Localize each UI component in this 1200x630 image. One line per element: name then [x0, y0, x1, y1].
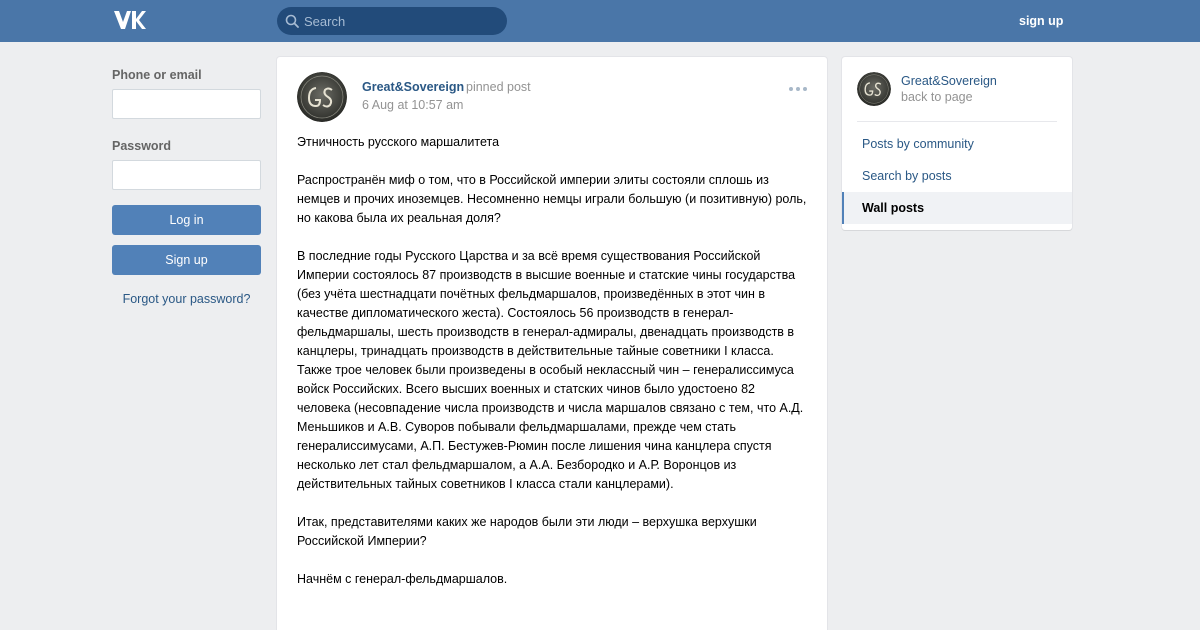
community-name-link[interactable]: Great&Sovereign: [901, 74, 997, 88]
signup-button[interactable]: Sign up: [112, 245, 261, 275]
menu-wall-posts[interactable]: Wall posts: [842, 192, 1072, 224]
back-to-page-link[interactable]: back to page: [901, 90, 973, 104]
top-header: [0, 0, 1200, 42]
menu-search-by-posts[interactable]: Search by posts: [862, 169, 952, 183]
search-input[interactable]: [304, 7, 499, 35]
forgot-password-link[interactable]: Forgot your password?: [122, 292, 251, 306]
pinned-label: pinned post: [466, 80, 531, 94]
phone-email-field[interactable]: [112, 89, 261, 119]
login-panel: [112, 68, 261, 306]
login-button[interactable]: Log in: [112, 205, 261, 235]
post-paragraph: Начнём с генерал-фельдмаршалов.: [297, 572, 508, 586]
post-paragraph: В последние годы Русского Царства и за всё время существования Российской Империи состоялось 87 производств в высшие военные и статские чины государства (без учёта шестнадцати почётных фельдмаршалов, произведённых в этот чин в качестве дипломатического жеста). Состоялось 56 производств в генерал-фельдмаршалы, шесть производств в генерал-адмиралы, двенадцать производств в канцлеры, тринадцать производств в действительные тайные советники I класса. Также трое человек были произведены в особый неклассный чин – генералиссимуса войск Российских. Всего высших военных и статских чинов было удостоено 82 человека (несовпадение числа производств и числа маршалов связано с тем, что А.Д. Меньшиков и А.В. Суворов побывали фельдмаршалами, прежде чем стать генералиссимусами, А.П. Бестужев-Рюмин после лишения чина канцлера спустя несколько лет стал фельдмаршалом, а А.А. Безбородко и А.Р. Воронцов из действительных тайных советников I класса стали канцлерами).: [297, 249, 804, 491]
search-box[interactable]: [277, 7, 507, 35]
community-avatar-small[interactable]: [857, 72, 891, 106]
more-dots-icon[interactable]: [788, 86, 808, 92]
signup-link[interactable]: sign up: [1019, 14, 1064, 28]
divider: [857, 121, 1057, 122]
post-paragraph: Распространён миф о том, что в Российской империи элиты состояли сплошь из немцев и прочих иноземцев. Несомненно немцы играли большую (и позитивную) роль, но какова была их реальная доля?: [297, 173, 807, 225]
post-date[interactable]: 6 Aug at 10:57 am: [362, 98, 464, 112]
post-paragraph: Итак, представителями каких же народов были эти люди – верхушка верхушки Российской Империи?: [297, 515, 757, 548]
community-sidebar: [842, 57, 1072, 230]
post-body: [297, 133, 809, 608]
password-field[interactable]: [112, 160, 261, 190]
password-label: Password: [112, 139, 172, 153]
phone-label: Phone or email: [112, 68, 202, 82]
post-author-link[interactable]: Great&Sovereign: [362, 80, 465, 94]
post-paragraph: Этничность русского маршалитета: [297, 135, 500, 149]
search-icon: [285, 14, 299, 28]
menu-posts-by-community[interactable]: Posts by community: [862, 137, 974, 151]
community-avatar[interactable]: [297, 72, 347, 122]
vk-logo-icon[interactable]: [112, 9, 146, 31]
wall-post: [277, 57, 827, 630]
